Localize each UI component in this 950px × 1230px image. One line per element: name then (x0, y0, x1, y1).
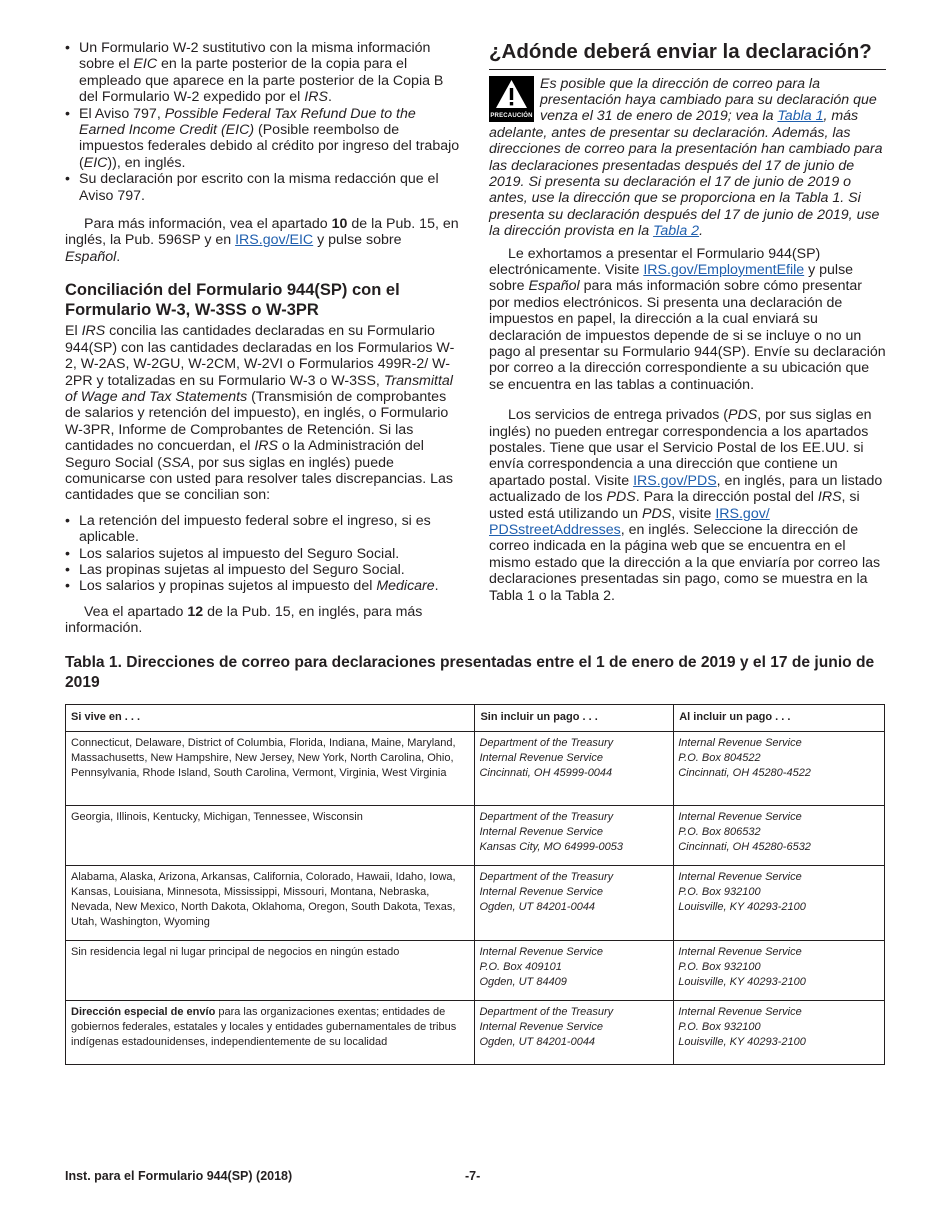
header-where-you-live: Si vive en . . . (66, 705, 475, 732)
right-column (489, 40, 886, 604)
paragraph-pds: Los servicios de entrega privados (PDS, por sus siglas en inglés) no pueden entregar correspondencia a los apartados postales. Tiene que usar el Servicio Postal de los EE.UU. si envía correspondencia a una dirección que contiene un apartado postal. Visite IRS.gov/PDS, en inglés, para un listado actualizado de los PDS. Para la dirección postal del IRS, si usted está utilizando un PDS, visite IRS.gov/ PDSstreetAddresses, en inglés. Seleccione la dirección de correo indicada en la página web que se encuentra en el mismo estado que la dirección a la que enviaría por correo las declaraciones presentadas sin pago, como se muestra en la Tabla 1 o la Tabla 2. (489, 407, 883, 604)
address-without-payment: Department of the Treasury Internal Revenue Service Cincinnati, OH 45999-0044 (475, 732, 674, 806)
table-row (66, 732, 885, 806)
caution-icon (489, 76, 534, 122)
address-without-payment: Internal Revenue Service P.O. Box 409101 Ogden, UT 84409 (475, 941, 674, 1001)
bullet-withholding: • La retención del impuesto federal sobre el ingreso, si es aplicable. (65, 513, 460, 546)
link-irs-pds[interactable]: IRS.gov/PDS (633, 472, 717, 489)
link-employment-efile[interactable]: IRS.gov/EmploymentEfile (643, 261, 805, 278)
link-tabla-1[interactable]: Tabla 1 (777, 108, 824, 125)
address-without-payment: Department of the Treasury Internal Revenue Service Ogden, UT 84201-0044 (475, 1001, 674, 1065)
states-cell: Sin residencia legal ni lugar principal de negocios en ningún estado (66, 941, 475, 1001)
heading-reconciliation: Conciliación del Formulario 944(SP) con el Formulario W-3, W-3SS o W-3PR (65, 281, 400, 320)
table-row (66, 866, 885, 941)
address-with-payment: Internal Revenue Service P.O. Box 932100 Louisville, KY 40293-2100 (674, 866, 885, 941)
bullet-notice-797: • El Aviso 797, Possible Federal Tax Refund Due to the Earned Income Credit (EIC) (Posible reembolso de impuestos federales debido al crédito por ingreso del trabajo (EIC)), en inglés. (65, 106, 460, 172)
bullet-medicare: • Los salarios y propinas sujetos al impuesto del Medicare. (65, 578, 460, 594)
table-row (66, 941, 885, 1001)
header-without-payment: Sin incluir un pago . . . (475, 705, 674, 732)
paragraph-more-info: Para más información, vea el apartado 10 de la Pub. 15, en inglés, la Pub. 596SP y en IRS.gov/EIC y pulse sobre Español. (65, 216, 459, 265)
bullet-written-statement: • Su declaración por escrito con la misma redacción que el Aviso 797. (65, 171, 460, 204)
table-row (66, 1001, 885, 1065)
paragraph-efile: Le exhortamos a presentar el Formulario 944(SP) electrónicamente. Visite IRS.gov/EmploymentEfile y pulse sobre Español para más información sobre cómo presentar por medios electrónicos. Si presenta una declaración de impuestos en papel, la dirección a la cual enviará su declaración de impuestos depende de si se incluye o no un pago al presentar su Formulario 944(SP). Envíe su declaración por correo a la dirección correspondiente a su ubicación que se encuentra en las tablas a continuación. (489, 245, 886, 393)
address-with-payment: Internal Revenue Service P.O. Box 804522 Cincinnati, OH 45280-4522 (674, 732, 885, 806)
states-cell: Georgia, Illinois, Kentucky, Michigan, Tennessee, Wisconsin (66, 806, 475, 866)
states-cell: Connecticut, Delaware, District of Columbia, Florida, Indiana, Maine, Maryland, Massachusetts, New Hampshire, New Jersey, New York, North Carolina, Ohio, Pennsylvania, Rhode Island, South Carolina, Vermont, Virginia, West Virginia (66, 732, 475, 806)
link-pds-street-addresses[interactable]: IRS.gov/ PDSstreetAddresses (489, 505, 770, 539)
caution-label: PRECAUCIÓN (490, 112, 533, 119)
address-with-payment: Internal Revenue Service P.O. Box 932100 Louisville, KY 40293-2100 (674, 1001, 885, 1065)
states-cell: Alabama, Alaska, Arizona, Arkansas, California, Colorado, Hawaii, Idaho, Iowa, Kansas, Louisiana, Minnesota, Mississippi, Missouri, Montana, Nebraska, Nevada, New Mexico, North Dakota, Oklahoma, Oregon, South Dakota, Texas, Utah, Washington, Wyoming (66, 866, 475, 941)
address-without-payment: Department of the Treasury Internal Revenue Service Kansas City, MO 64999-0053 (475, 806, 674, 866)
bullet-wages-ss: • Los salarios sujetos al impuesto del Seguro Social. (65, 546, 460, 562)
left-column (65, 40, 460, 637)
table-row (66, 806, 885, 866)
address-without-payment: Department of the Treasury Internal Revenue Service Ogden, UT 84201-0044 (475, 866, 674, 941)
caution-note: PRECAUCIÓN Es posible que la dirección de correo para la presentación haya cambiado para su declaración que venza el 31 de enero de 2019; vea la Tabla 1, más adelante, antes de presentar su declaración. Además, las direcciones de correo para la presentación han cambiado para las declaraciones presentadas después del 17 de junio de 2019. Si presenta su declaración el 17 de junio de 2019 o antes, use la dirección que se proporciona en la Tabla 1. Si presenta su declaración después del 17 de junio de 2019, use la dirección provista en la Tabla 2. (489, 75, 883, 240)
bullet-tips-ss: • Las propinas sujetas al impuesto del Seguro Social. (65, 562, 460, 578)
states-cell: Dirección especial de envío para las organizaciones exentas; entidades de gobiernos federales, estatales y locales y entidades gubernamentales de tribus indígenas estadounidenses, independientemente de su localidad (66, 1001, 475, 1065)
table-title: Tabla 1. Direcciones de correo para declaraciones presentadas entre el 1 de enero de 2019 y el 17 de junio de 2019 (65, 654, 875, 691)
footer-page-number: -7- (465, 1169, 481, 1183)
link-tabla-2[interactable]: Tabla 2 (653, 223, 700, 240)
header-with-payment: Al incluir un pago . . . (674, 705, 885, 732)
link-irs-eic[interactable]: IRS.gov/EIC (235, 232, 314, 249)
mailing-address-table (65, 704, 885, 1065)
address-with-payment: Internal Revenue Service P.O. Box 806532 Cincinnati, OH 45280-6532 (674, 806, 885, 866)
address-with-payment: Internal Revenue Service P.O. Box 932100 Louisville, KY 40293-2100 (674, 941, 885, 1001)
paragraph-see-pub15: Vea el apartado 12 de la Pub. 15, en inglés, para más información. (65, 603, 423, 637)
paragraph-reconciliation: El IRS concilia las cantidades declaradas en su Formulario 944(SP) con las cantidades declaradas en los Formularios W-2, W-2AS, W-2GU, W-2CM, W-2VI o Formularios 499R-2/ W-2PR y totalizadas en su Formulario W-3 o W-3SS, Transmittal of Wage and Tax Statements (Transmisión de comprobantes de salarios y retención del impuesto), en inglés, o Formulario W-3PR, Informe de Comprobantes de Retención. Si las cantidades no concuerdan, el IRS o la Administración del Seguro Social (SSA, por sus siglas en inglés) puede comunicarse con usted para resolver tales discrepancias. Las cantidades que se concilian son: (65, 323, 455, 504)
heading-where-to-file: ¿Adónde deberá enviar la declaración? (489, 40, 886, 70)
footer-form-title: Inst. para el Formulario 944(SP) (2018) (65, 1169, 293, 1183)
bullet-w2-substitute: • Un Formulario W-2 sustitutivo con la misma información sobre el EIC en la parte posterior de la copia para el empleado que aparece en la parte posterior de la Copia B del Formulario W-2 expedido por el IRS. (65, 40, 460, 106)
table-header-row (66, 705, 885, 732)
